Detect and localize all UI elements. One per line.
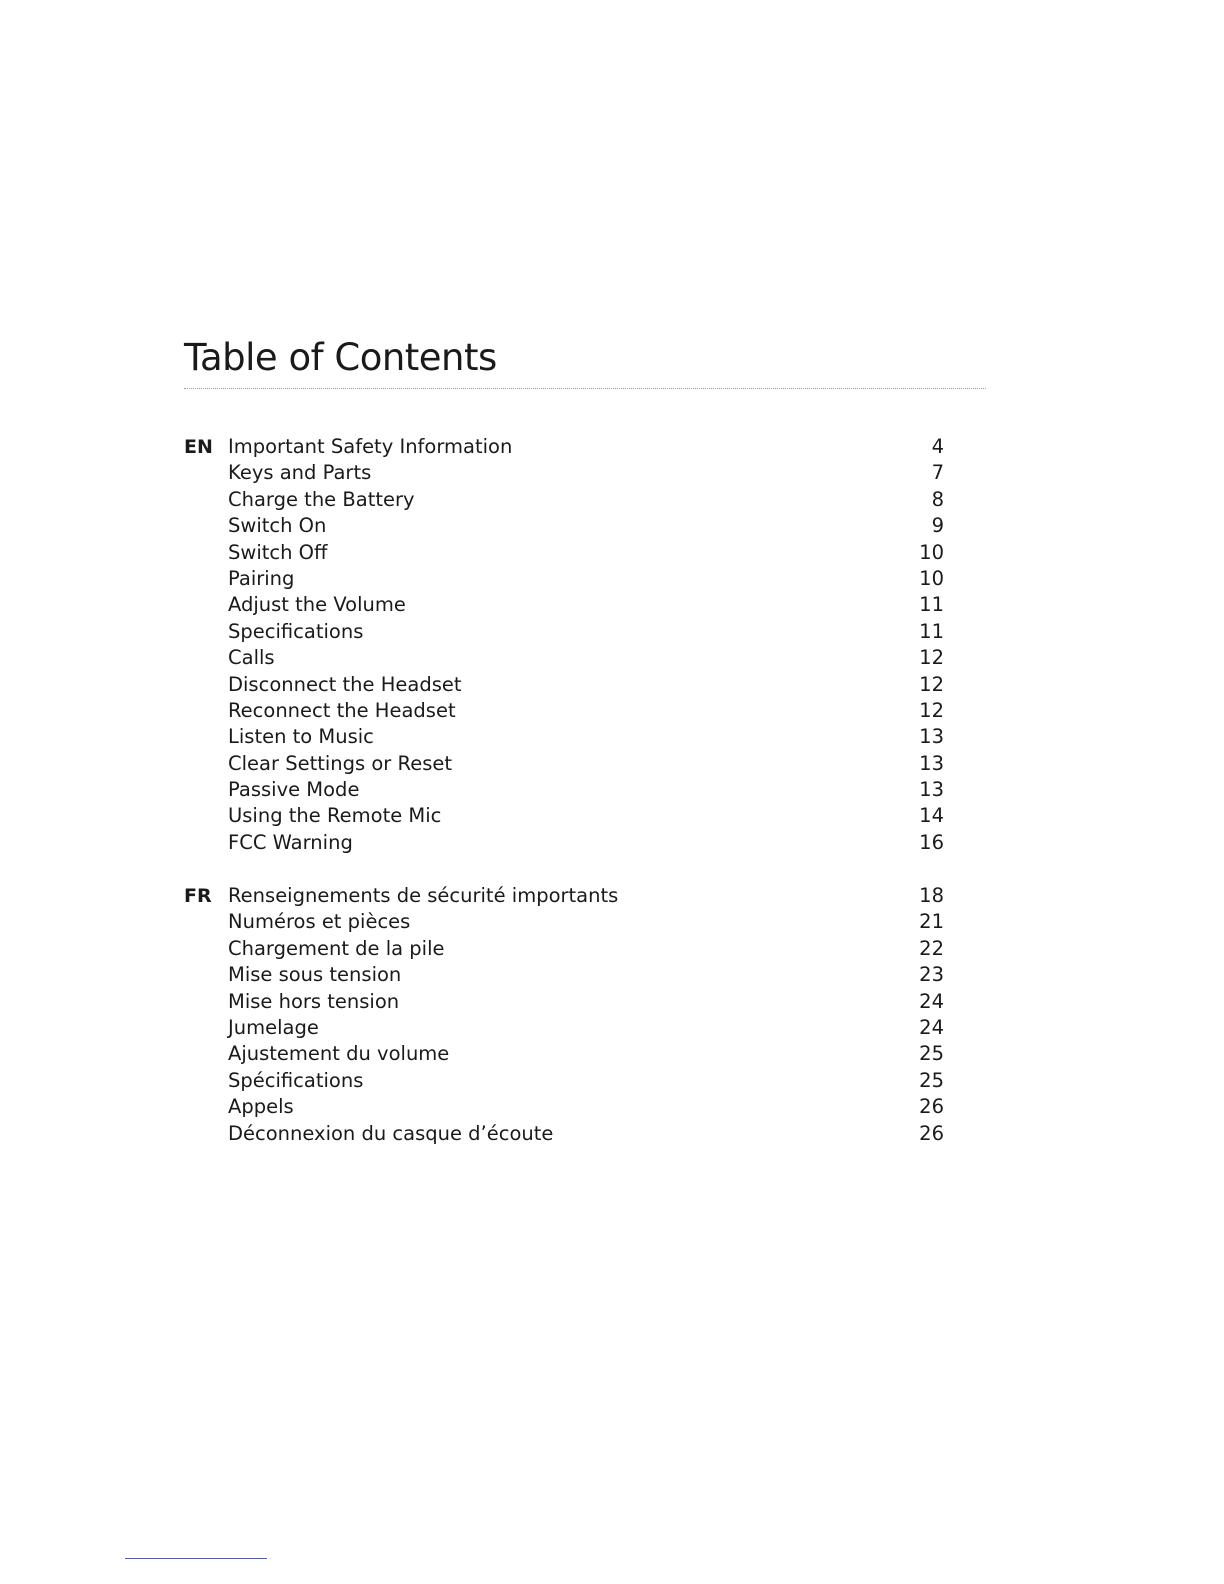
toc-entry[interactable] <box>184 513 944 539</box>
toc-entry[interactable] <box>184 1094 944 1120</box>
toc-entry-title: Appels <box>228 1095 294 1119</box>
toc-entry[interactable] <box>184 724 944 750</box>
toc-entry-title: Disconnect the Headset <box>228 672 462 696</box>
toc-entry-title: Reconnect the Headset <box>228 698 456 722</box>
toc-entry-title: FCC Warning <box>228 830 353 854</box>
toc-entry-title: Charge the Battery <box>228 487 415 511</box>
toc-entry-title: Using the Remote Mic <box>228 804 442 828</box>
toc-entry-page: 9 <box>931 514 944 538</box>
toc-entry-page: 16 <box>919 830 944 854</box>
toc-entry-page: 7 <box>931 461 944 485</box>
toc-entry-page: 13 <box>919 725 944 749</box>
toc-entry-page: 4 <box>931 435 944 458</box>
toc-entry-page: 25 <box>919 1042 944 1066</box>
toc-entry-page: 25 <box>919 1068 944 1092</box>
toc-entry[interactable] <box>184 592 944 618</box>
toc-entry[interactable] <box>184 540 944 566</box>
toc-entry-page: 8 <box>931 487 944 511</box>
language-code-fr: FR <box>184 885 212 907</box>
toc-list-en <box>184 434 944 856</box>
toc-entry[interactable] <box>184 460 944 486</box>
toc-entry-page: 22 <box>919 936 944 960</box>
toc-entry-page: 13 <box>919 778 944 802</box>
toc-section-en <box>184 434 944 856</box>
toc-entry[interactable] <box>184 645 944 671</box>
toc-entry-page: 10 <box>919 540 944 564</box>
toc-entry-page: 14 <box>919 804 944 828</box>
toc-entry[interactable] <box>184 698 944 724</box>
toc-entry-title: Déconnexion du casque d’écoute <box>228 1121 554 1145</box>
toc-entry[interactable] <box>184 1068 944 1094</box>
toc-section-fr <box>184 883 944 1147</box>
toc-entry[interactable] <box>184 1015 944 1041</box>
toc-entry-page: 24 <box>919 1015 944 1039</box>
toc-entry-page: 26 <box>919 1121 944 1145</box>
toc-entry-page: 12 <box>919 698 944 722</box>
page-title: Table of Contents <box>184 336 497 379</box>
toc-entry-title: Jumelage <box>228 1015 319 1039</box>
toc-entry-title: Mise sous tension <box>228 963 402 987</box>
toc-entry[interactable] <box>184 619 944 645</box>
toc-list-fr <box>184 883 944 1147</box>
toc-entry[interactable] <box>184 883 944 909</box>
toc-entry-title: Pairing <box>228 566 295 590</box>
toc-entry-title: Important Safety Information <box>228 435 513 458</box>
toc-entry-title: Clear Settings or Reset <box>228 751 452 775</box>
toc-entry[interactable] <box>184 936 944 962</box>
toc-entry-title: Keys and Parts <box>228 461 372 485</box>
toc-entry-page: 24 <box>919 989 944 1013</box>
toc-entry-page: 11 <box>919 593 944 617</box>
toc-entry-page: 21 <box>919 910 944 934</box>
toc-entry[interactable] <box>184 751 944 777</box>
toc-entry-page: 10 <box>919 566 944 590</box>
toc-entry-title: Spécifications <box>228 1068 364 1092</box>
toc-entry[interactable] <box>184 803 944 829</box>
toc-entry-page: 23 <box>919 963 944 987</box>
toc-entry-title: Calls <box>228 646 275 670</box>
toc-entry-title: Numéros et pièces <box>228 910 411 934</box>
toc-entry-title: Adjust the Volume <box>228 593 406 617</box>
toc-entry-page: 11 <box>919 619 944 643</box>
toc-entry-page: 18 <box>919 884 944 907</box>
toc-entry[interactable] <box>184 909 944 935</box>
toc-entry[interactable] <box>184 487 944 513</box>
title-divider <box>184 388 986 389</box>
toc-entry-title: Passive Mode <box>228 778 360 802</box>
toc-entry-page: 13 <box>919 751 944 775</box>
toc-entry[interactable] <box>184 1121 944 1147</box>
bottom-rule <box>125 1558 267 1559</box>
toc-entry[interactable] <box>184 830 944 856</box>
toc-entry-title: Specifications <box>228 619 364 643</box>
toc-entry-page: 12 <box>919 672 944 696</box>
toc-entry[interactable] <box>184 434 944 460</box>
toc-entry-title: Ajustement du volume <box>228 1042 450 1066</box>
toc-entry-page: 12 <box>919 646 944 670</box>
toc-entry-title: Chargement de la pile <box>228 936 445 960</box>
toc-entry[interactable] <box>184 777 944 803</box>
toc-entry-title: Mise hors tension <box>228 989 400 1013</box>
toc-entry[interactable] <box>184 962 944 988</box>
toc-entry-title: Switch Off <box>228 540 328 564</box>
toc-entry-page: 26 <box>919 1095 944 1119</box>
toc-entry[interactable] <box>184 989 944 1015</box>
toc-entry[interactable] <box>184 1041 944 1067</box>
toc-entry-title: Switch On <box>228 514 327 538</box>
language-code-en: EN <box>184 436 213 458</box>
toc-entry-title: Listen to Music <box>228 725 374 749</box>
toc-entry[interactable] <box>184 566 944 592</box>
toc-entry-title: Renseignements de sécurité importants <box>228 884 619 907</box>
toc-entry[interactable] <box>184 672 944 698</box>
